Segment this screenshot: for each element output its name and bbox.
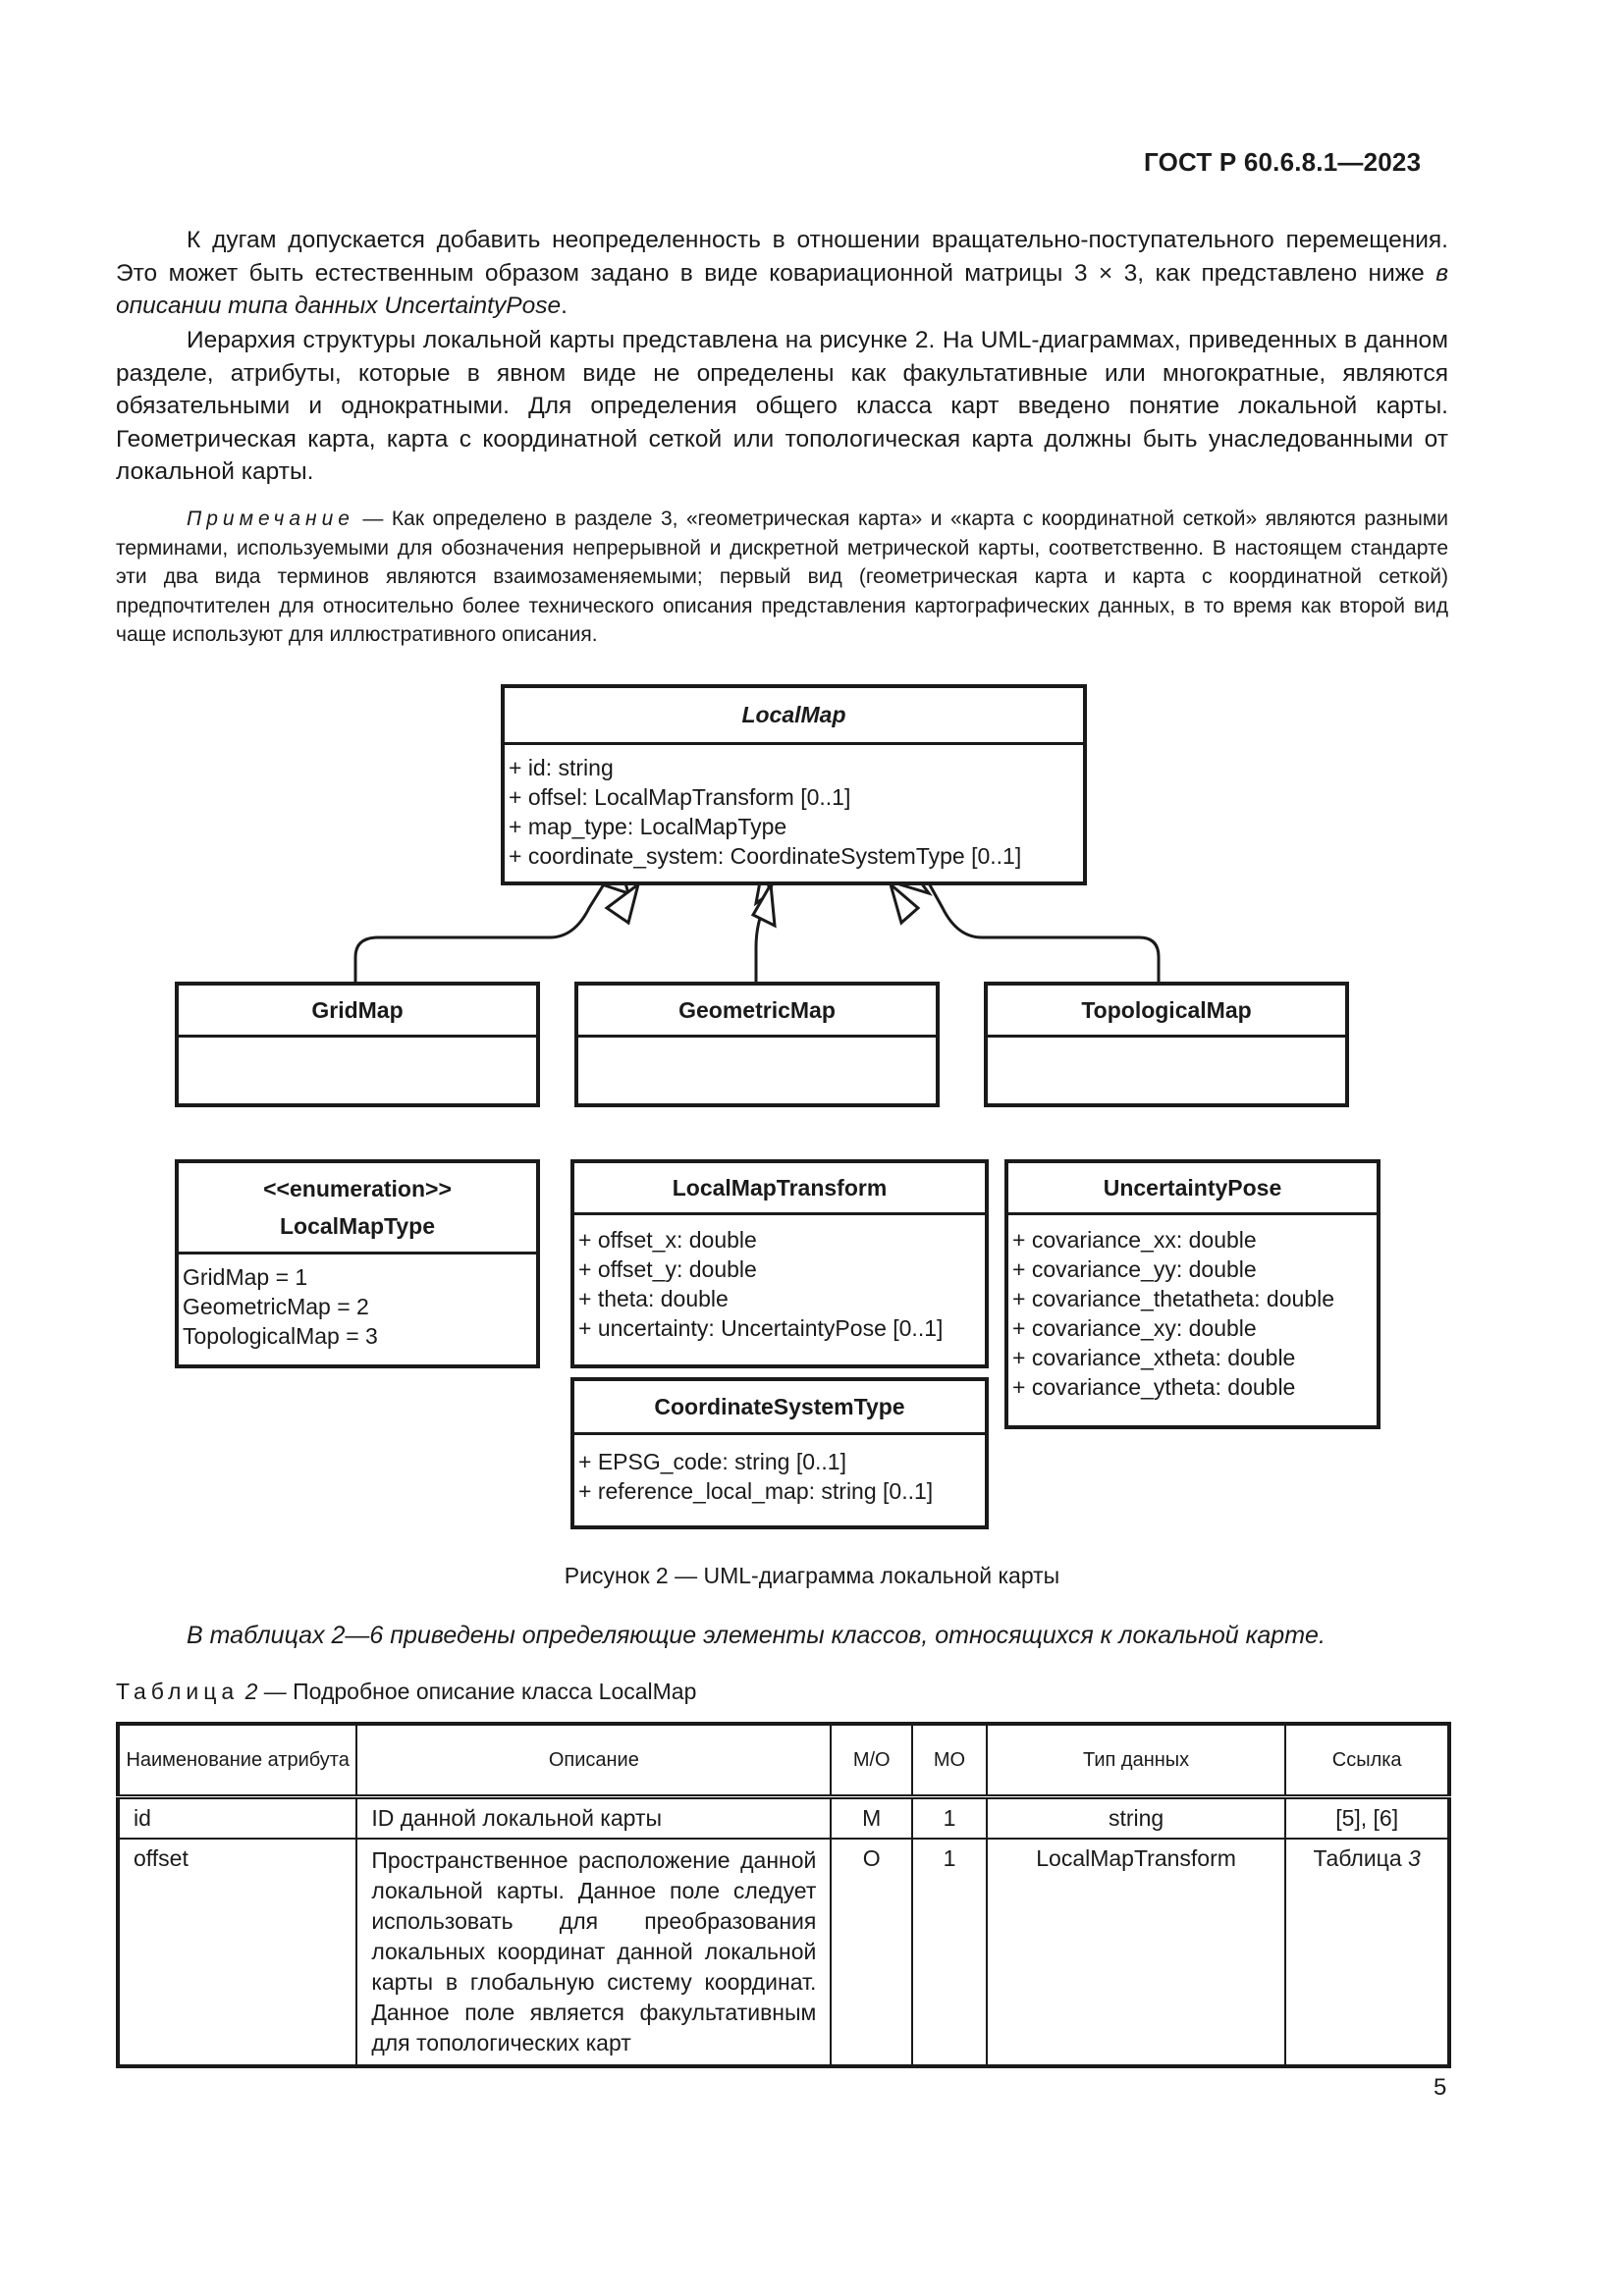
cell-reference: [5], [6]: [1285, 1797, 1449, 1840]
class-name: LocalMapType: [279, 1213, 436, 1239]
class-name: GeometricMap: [578, 986, 936, 1038]
enum-localmaptype: [175, 1159, 540, 1368]
class-geometricmap: [574, 982, 940, 1107]
class-uncertaintypose: [1004, 1159, 1380, 1429]
paragraph-uncertainty: К дугам допускается добавить неопределенность в отношении вращательно-поступательного перемещения. Это может быть естественным образом задано в виде ковариационной матрицы 3 × 3, как представлено ниже в описании типа данных UncertaintyPose.: [116, 227, 1448, 319]
cell-name: id: [118, 1797, 356, 1840]
cell-datatype: string: [987, 1797, 1285, 1840]
cell-datatype: LocalMapTransform: [987, 1839, 1285, 2066]
col-header-multiplicity: МО: [912, 1724, 987, 1797]
table-row: [118, 1839, 1449, 2066]
page-number: 5: [1434, 2074, 1447, 2101]
standard-code: ГОСТ Р 60.6.8.1—2023: [1144, 147, 1422, 177]
class-gridmap: [175, 982, 540, 1107]
class-name: LocalMapTransform: [574, 1163, 985, 1215]
enum-values: GridMap = 1 GeometricMap = 2 TopologicalMap = 3: [183, 1264, 378, 1349]
table-header-row: [118, 1724, 1449, 1797]
class-name: TopologicalMap: [988, 986, 1345, 1038]
italic-reference: в описании типа данных UncertaintyPose: [116, 259, 1448, 319]
table-row: [118, 1797, 1449, 1840]
note-paragraph: Примечание — Как определено в разделе 3, «геометрическая карта» и «карта с координатной сеткой» являются разными терминами, используемыми для обозначения непрерывной и дискретной метрической карты, соответственно. В настоящем стандарте эти два вида терминов являются взаимозаменяемыми; первый вид (геометрическая карта и карта с координатной сеткой) предпочтителен для относительно более технического описания представления картографических данных, в то время как второй вид чаще используют для иллюстративного описания.: [116, 507, 1448, 646]
class-attributes: + covariance_xx: double + covariance_yy: double + covariance_thetatheta: double + covariance_xy: double + covariance_xtheta: double + covariance_ytheta: double: [1012, 1227, 1334, 1400]
class-name: LocalMap: [505, 688, 1083, 745]
table-caption: Таблица 2 — Подробное описание класса LocalMap: [116, 1679, 697, 1704]
class-attributes: + offset_x: double + offset_y: double + theta: double + uncertainty: UncertaintyPose [0..1]: [578, 1227, 944, 1341]
enum-header: [179, 1163, 536, 1255]
class-name: UncertaintyPose: [1008, 1163, 1377, 1215]
stereotype-label: <<enumeration>>: [263, 1176, 452, 1201]
paragraph-hierarchy: Иерархия структуры локальной карты представлена на рисунке 2. На UML-диаграммах, приведенных в данном разделе, атрибуты, которые в явном виде не определены как факультативные или многократные, являются обязательными и однократными. Для определения общего класса карт введено понятие локальной карты. Геометрическая карта, карта с координатной сеткой или топологическая карта должны быть унаследованными от локальной карты.: [116, 327, 1448, 485]
cell-description: Пространственное расположение данной локальной карты. Данное поле следует использовать для преобразования локальных координат данной локальной карты в глобальную систему координат. Данное поле является факультативным для топологических карт: [356, 1839, 831, 2066]
cell-multiplicity: 1: [912, 1839, 987, 2066]
cell-mo: O: [831, 1839, 912, 2066]
class-localmaptransform: [570, 1159, 989, 1368]
class-attributes: + id: string + offsel: LocalMapTransform [0..1] + map_type: LocalMapType + coordinate_system: CoordinateSystemType [0..1]: [509, 755, 1022, 869]
class-attributes: + EPSG_code: string [0..1] + reference_local_map: string [0..1]: [578, 1449, 934, 1504]
cell-mo: M: [831, 1797, 912, 1840]
note-label: Примечание: [187, 507, 354, 530]
class-topologicalmap: [984, 982, 1349, 1107]
cell-description: ID данной локальной карты: [356, 1797, 831, 1840]
col-header-datatype: Тип данных: [987, 1724, 1285, 1797]
col-header-reference: Ссылка: [1285, 1724, 1449, 1797]
figure-caption: Рисунок 2 — UML-диаграмма локальной карты: [564, 1563, 1060, 1588]
tables-intro: В таблицах 2—6 приведены определяющие элементы классов, относящихся к локальной карте.: [187, 1622, 1326, 1649]
class-name: CoordinateSystemType: [574, 1381, 985, 1435]
cell-reference: Таблица 3: [1285, 1839, 1449, 2066]
col-header-mo: М/О: [831, 1724, 912, 1797]
cell-multiplicity: 1: [912, 1797, 987, 1840]
col-header-description: Описание: [356, 1724, 831, 1797]
col-header-name: Наименование атрибута: [118, 1724, 356, 1797]
table-localmap: [116, 1722, 1451, 2068]
cell-name: offset: [118, 1839, 356, 2066]
class-localmap: [501, 684, 1087, 885]
class-name: GridMap: [179, 986, 536, 1038]
class-coordinatesystemtype: [570, 1377, 989, 1529]
